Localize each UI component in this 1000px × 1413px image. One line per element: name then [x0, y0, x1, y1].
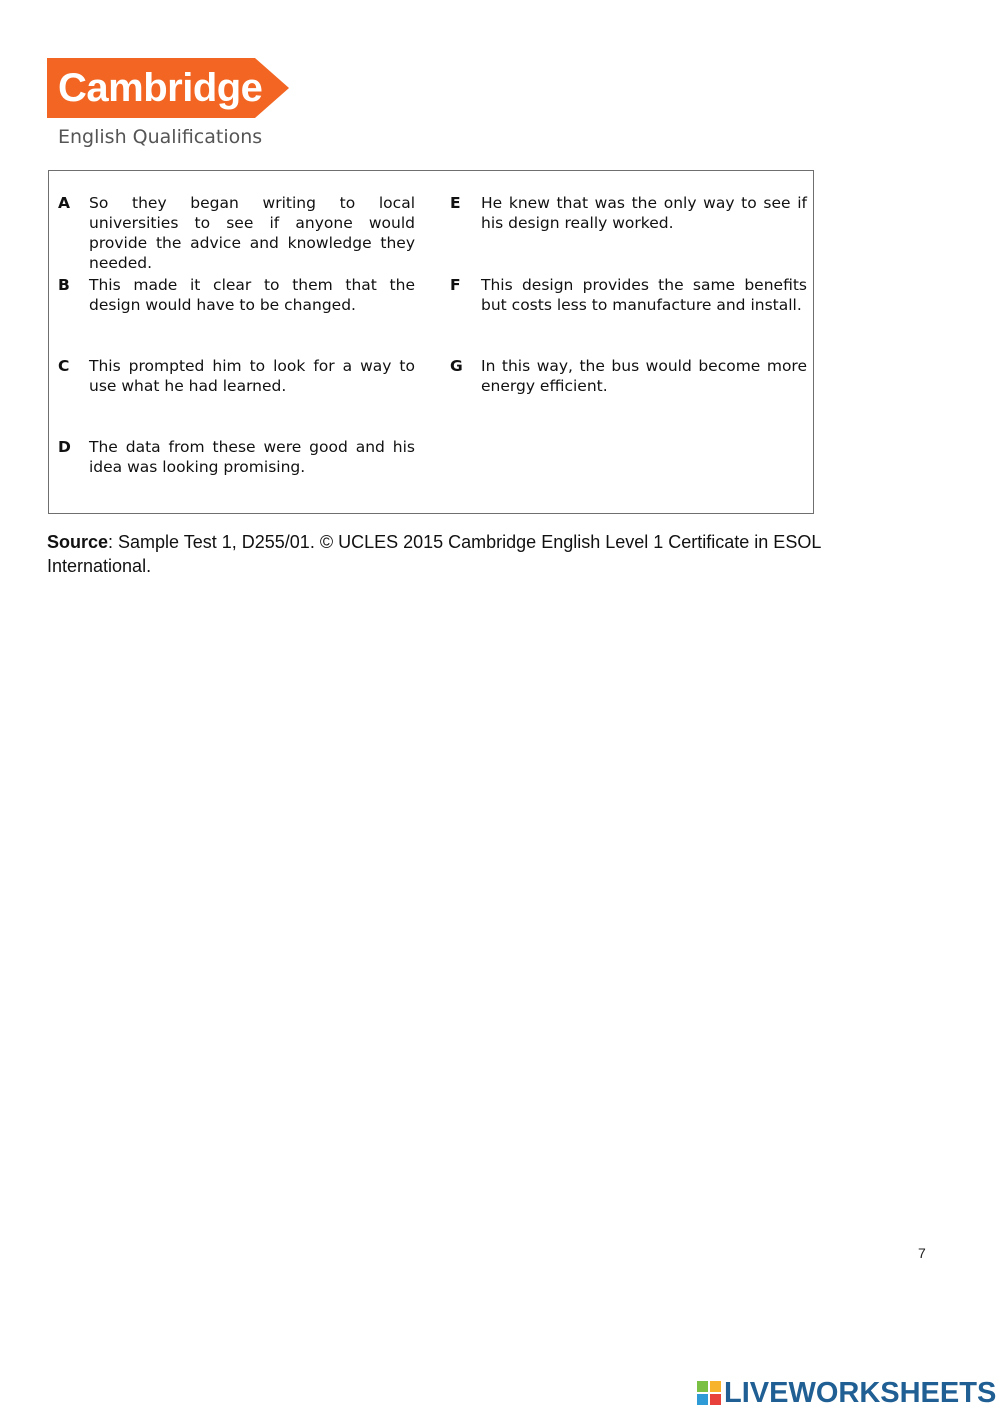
- option-letter: D: [58, 438, 71, 456]
- options-box: [48, 170, 814, 514]
- source-label: Source: [47, 532, 109, 552]
- option-text: The data from these were good and his idea was looking promising.: [89, 438, 415, 476]
- option-text: This design provides the same benefits but costs less to manufacture and install.: [481, 276, 807, 314]
- option-letter: A: [58, 194, 70, 212]
- option-d: [58, 437, 428, 477]
- option-letter: E: [450, 194, 461, 212]
- option-e: [450, 193, 820, 233]
- option-letter: B: [58, 276, 70, 294]
- option-c: [58, 356, 428, 396]
- option-text: He knew that was the only way to see if his design really worked.: [481, 194, 807, 232]
- option-letter: G: [450, 357, 463, 375]
- option-g: [450, 356, 820, 396]
- option-text: This made it clear to them that the design would have to be changed.: [89, 276, 415, 314]
- option-a: [58, 193, 428, 273]
- option-letter: C: [58, 357, 70, 375]
- logo-subtitle: English Qualifications: [58, 126, 263, 148]
- option-text: This prompted him to look for a way to use what he had learned.: [89, 357, 415, 395]
- source-citation: [47, 530, 867, 578]
- option-letter: F: [450, 276, 461, 294]
- liveworksheets-wordmark: LIVEWORKSHEETS: [724, 1376, 997, 1409]
- option-text: So they began writing to local universities to see if anyone would provide the advice and knowledge they needed.: [89, 194, 415, 272]
- liveworksheets-logo-icon: [697, 1381, 721, 1405]
- page-number: 7: [918, 1245, 926, 1261]
- logo-title: Cambridge: [58, 66, 263, 110]
- option-b: [58, 275, 428, 315]
- source-text: : Sample Test 1, D255/01. © UCLES 2015 Cambridge English Level 1 Certificate in ESOL International.: [47, 532, 821, 576]
- option-f: [450, 275, 820, 315]
- liveworksheets-brand: [697, 1376, 996, 1410]
- option-text: In this way, the bus would become more energy efficient.: [481, 357, 807, 395]
